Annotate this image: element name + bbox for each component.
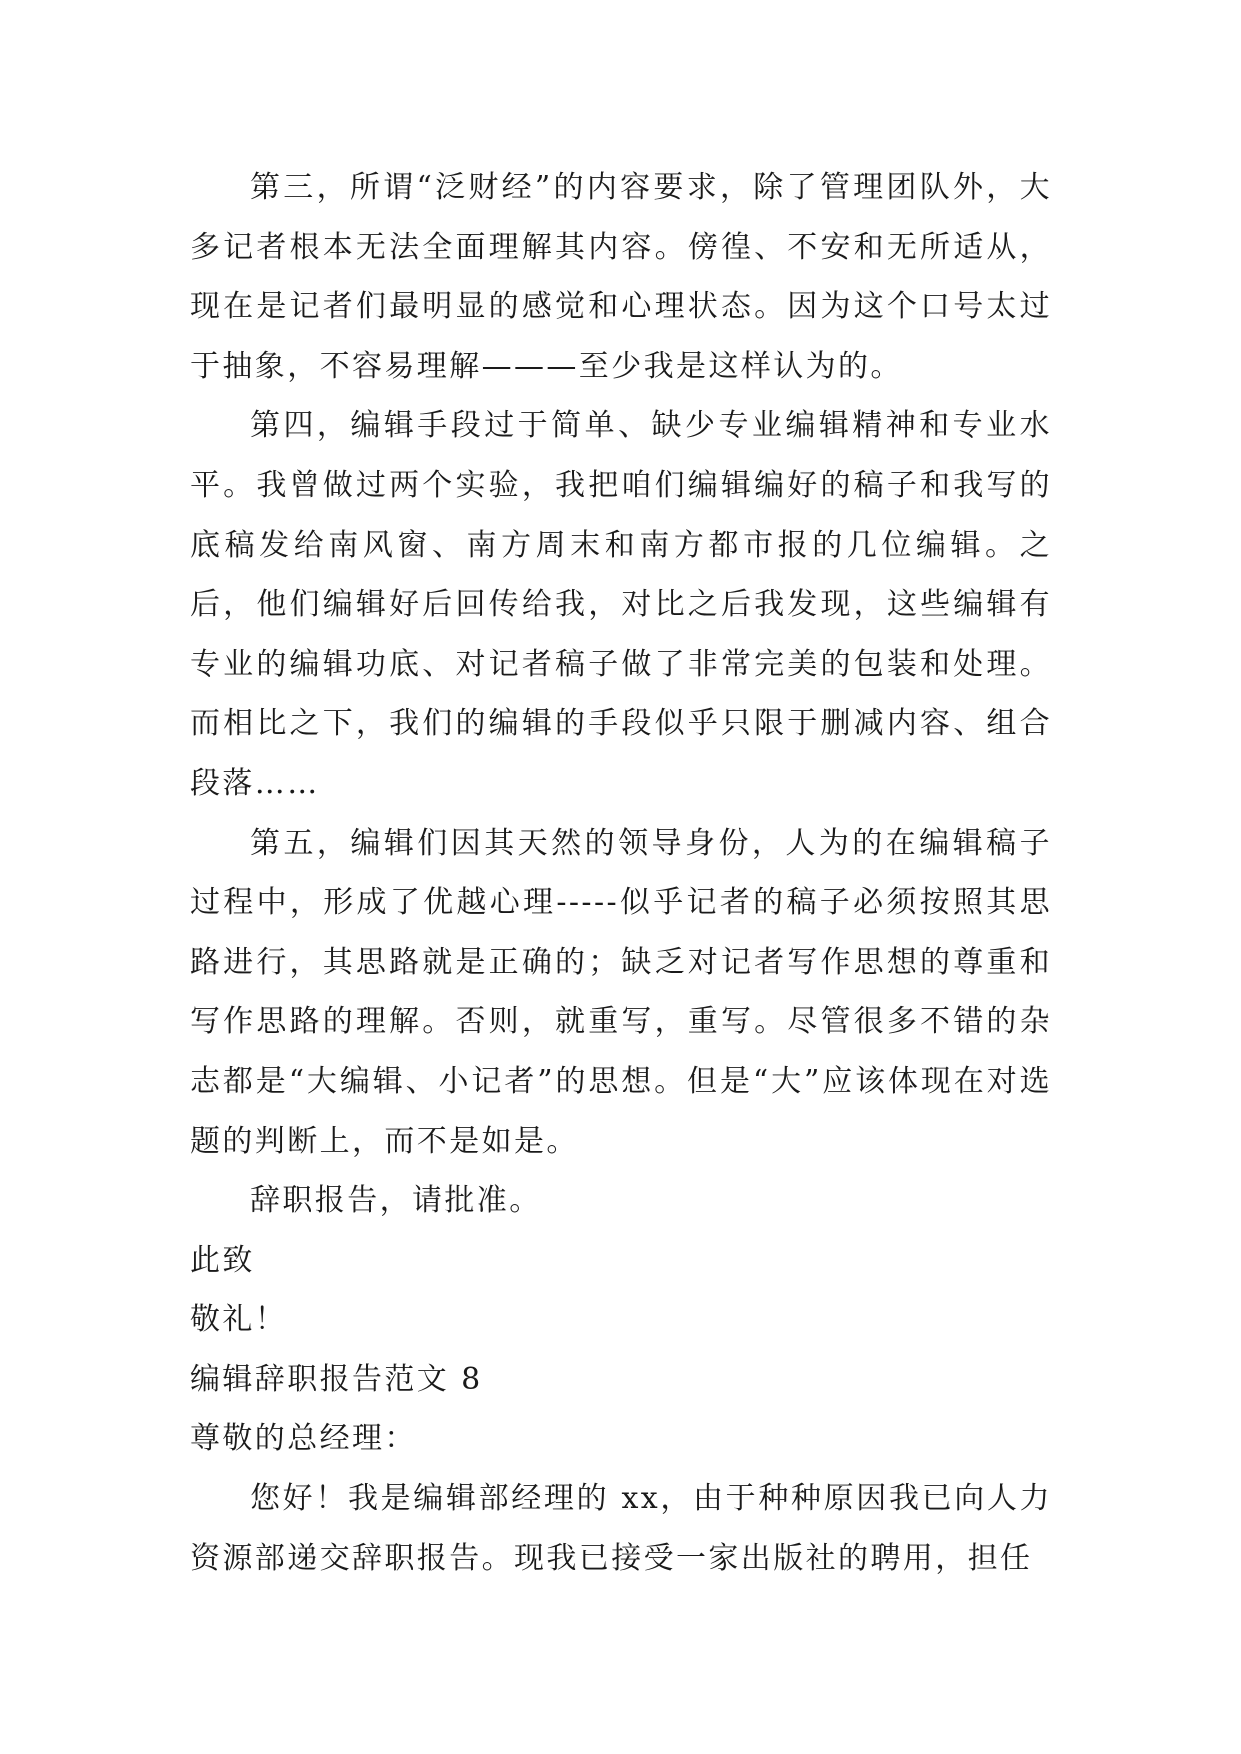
- section-title: 编辑辞职报告范文 8: [190, 1361, 483, 1397]
- salutation: 尊敬的总经理：: [190, 1421, 417, 1457]
- closing-jingli: 敬礼！: [190, 1302, 288, 1338]
- paragraph-fourth-point: 第四，编辑手段过于简单、缺少专业编辑精神和专业水平。我曾做过两个实验，我把咱们编辑编好的稿子和我写的底稿发给南风窗、南方周末和南方都市报的几位编辑。之后，他们编辑好后回传给我，对比之后我发现，这些编辑有专业的编辑功底、对记者稿子做了非常完美的包装和处理。而相比之下，我们的编辑的手段似乎只限于删减内容、组合段落……: [190, 408, 1052, 801]
- closing-cizhi: 此致: [190, 1242, 255, 1278]
- paragraph-third-point: 第三，所谓“泛财经”的内容要求，除了管理团队外，大多记者根本无法全面理解其内容。傍徨、不安和无所适从，现在是记者们最明显的感觉和心理状态。因为这个口号太过于抽象，不容易理解———至少我是这样认为的。: [190, 170, 1052, 384]
- paragraph-request-approval: 辞职报告，请批准。: [250, 1183, 542, 1219]
- paragraph-fifth-point: 第五，编辑们因其天然的领导身份，人为的在编辑稿子过程中，形成了优越心理-----似乎记者的稿子必须按照其思路进行，其思路就是正确的；缺乏对记者写作思想的尊重和写作思路的理解。否则，就重写，重写。尽管很多不错的杂志都是“大编辑、小记者”的思想。但是“大”应该体现在对选题的判断上，而不是如是。: [190, 825, 1052, 1159]
- document-body: [190, 158, 1052, 1588]
- paragraph-greeting: 您好！我是编辑部经理的 xx，由于种种原因我已向人力资源部递交辞职报告。现我已接受一家出版社的聘用，担任: [190, 1481, 1052, 1576]
